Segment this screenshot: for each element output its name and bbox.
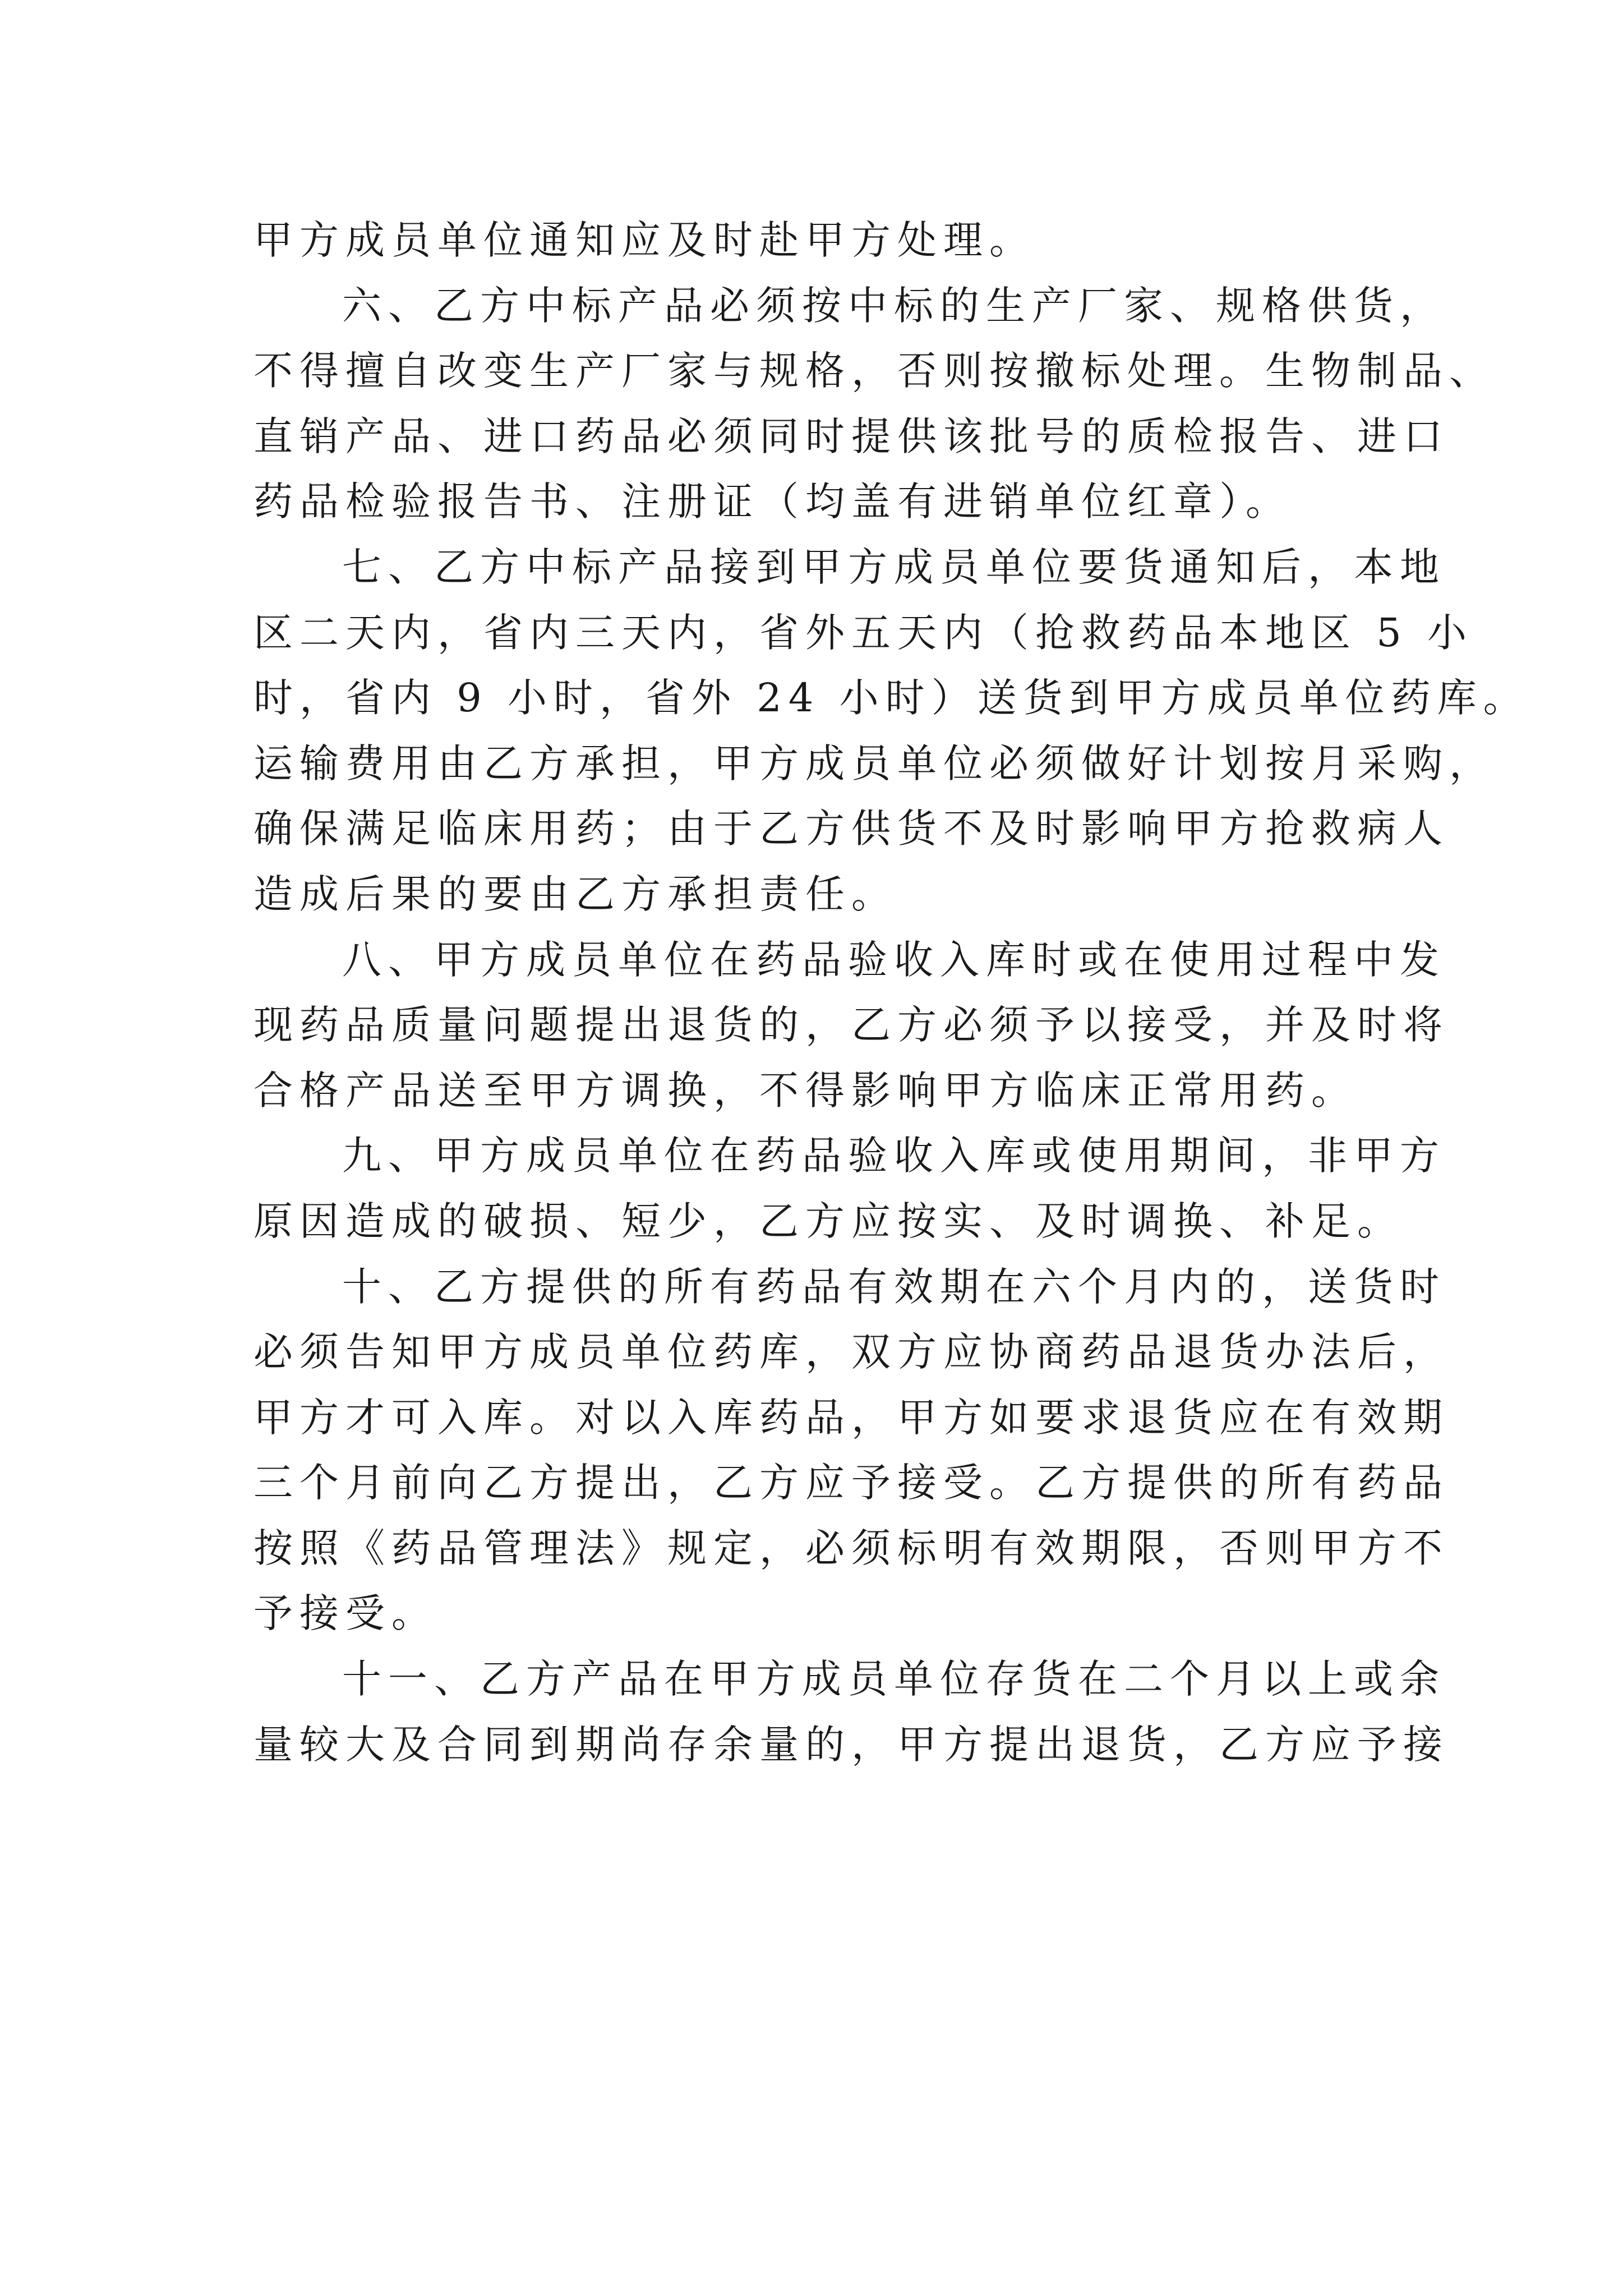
text-line: 三个月前向乙方提出，乙方应予接受。乙方提供的所有药品 [253,1460,1449,1506]
clause-9-line: 九、甲方成员单位在药品验收入库或使用期间，非甲方 [342,1133,1446,1179]
clause-6-line: 六、乙方中标产品必须按中标的生产厂家、规格供货， [342,282,1446,329]
text-line: 量较大及合同到期尚存余量的，甲方提出退货，乙方应予接 [253,1721,1449,1768]
clause-11-line: 十一、乙方产品在甲方成员单位存货在二个月以上或余 [342,1656,1446,1703]
text-line: 甲方才可入库。对以入库药品，甲方如要求退货应在有效期 [253,1394,1449,1441]
text-line: 区二天内，省内三天内，省外五天内（抢救药品本地区 5 小 [253,609,1474,656]
contract-body-text [253,208,1529,1777]
text-line: 直销产品、进口药品必须同时提供该批号的质检报告、进口 [253,413,1449,459]
text-line: 造成后果的要由乙方承担责任。 [253,871,897,917]
text-line: 现药品质量问题提出退货的，乙方必须予以接受，并及时将 [253,1002,1449,1048]
text-line: 不得擅自改变生产厂家与规格，否则按撤标处理。生物制品、 [253,348,1495,394]
text-line: 时，省内 9 小时，省外 24 小时）送货到甲方成员单位药库。 [253,675,1529,721]
text-line: 运输费用由乙方承担，甲方成员单位必须做好计划按月采购， [253,740,1495,786]
text-line: 药品检验报告书、注册证（均盖有进销单位红章）。 [253,478,1292,525]
text-line: 甲方成员单位通知应及时赴甲方处理。 [253,217,1035,263]
text-line: 合格产品送至甲方调换，不得影响甲方临床正常用药。 [253,1067,1357,1114]
clause-10-line: 十、乙方提供的所有药品有效期在六个月内的，送货时 [342,1263,1446,1310]
text-line: 按照《药品管理法》规定，必须标明有效期限，否则甲方不 [253,1525,1449,1571]
clause-7-line: 七、乙方中标产品接到甲方成员单位要货通知后，本地 [342,544,1446,590]
clause-8-line: 八、甲方成员单位在药品验收入库时或在使用过程中发 [342,936,1446,983]
text-line: 确保满足临床用药；由于乙方供货不及时影响甲方抢救病人 [253,806,1449,852]
text-line: 予接受。 [253,1590,437,1637]
text-line: 必须告知甲方成员单位药库，双方应协商药品退货办法后， [253,1329,1449,1375]
text-line: 原因造成的破损、短少，乙方应按实、及时调换、补足。 [253,1198,1403,1244]
